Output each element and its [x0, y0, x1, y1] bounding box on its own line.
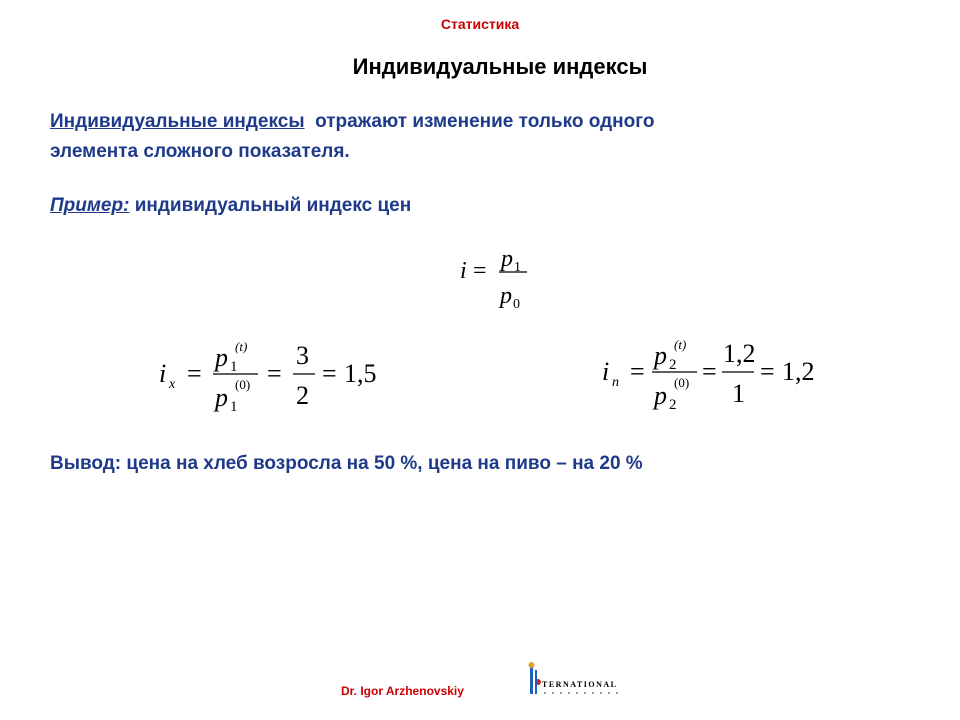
- author-name: Dr. Igor Arzhenovskiy: [341, 684, 464, 698]
- formula-bread-svg: [155, 330, 395, 420]
- formula-bread-eq1: =: [187, 359, 202, 388]
- definition-term: Индивидуальные индексы: [50, 111, 305, 132]
- example-lead: Пример:: [50, 195, 130, 216]
- formula-beer-den-sub: 2: [669, 397, 677, 413]
- formula-beer-frac2-den: 1: [732, 379, 745, 408]
- institute-logo-icon: [522, 660, 632, 700]
- formula-beer-num-sub: 2: [669, 357, 677, 373]
- formula-bread-result: 1,5: [344, 359, 377, 388]
- formula-bread-den: p: [215, 383, 228, 412]
- formula-bread-num: p: [215, 343, 228, 372]
- formula-bread-den-sup: (0): [235, 377, 251, 392]
- formula-bread-frac2-num: 3: [296, 341, 309, 370]
- definition-paragraph: [50, 107, 910, 167]
- institute-logo-text: TERNATIONAL: [542, 680, 618, 689]
- institute-logo: [522, 660, 632, 700]
- formula-beer-lhs-sub: n: [612, 375, 619, 390]
- course-header: Статистика: [440, 16, 520, 32]
- slide-title: Индивидуальные индексы: [352, 54, 648, 79]
- definition-text-line1: отражают изменение только одного: [315, 111, 655, 132]
- formula-bread-frac2-den: 2: [296, 381, 309, 410]
- formula-main-lhs: i: [460, 258, 467, 284]
- formula-main-eq: =: [473, 258, 487, 284]
- formula-beer-eq2: =: [702, 357, 717, 386]
- formula-main-den: p: [500, 283, 512, 309]
- formula-main-num-sub: 1: [514, 260, 521, 275]
- formula-bread-den-sub: 1: [230, 399, 238, 415]
- formula-bread-eq3: =: [322, 359, 337, 388]
- formula-main-num: p: [501, 246, 513, 272]
- formula-bread-eq2: =: [267, 359, 282, 388]
- formula-bread-lhs-sub: x: [169, 377, 176, 392]
- formula-beer-eq1: =: [630, 357, 645, 386]
- formula-beer-svg: [598, 328, 838, 418]
- example-text: индивидуальный индекс цен: [134, 195, 412, 216]
- formula-main-den-sub: 0: [513, 297, 520, 312]
- formula-beer-den-sup: (0): [674, 375, 690, 390]
- formula-beer-eq3: =: [760, 357, 775, 386]
- formula-beer-frac2-num: 1,2: [723, 339, 756, 368]
- formula-main-svg: [455, 240, 545, 315]
- formula-bread-lhs: i: [159, 359, 167, 388]
- formula-beer-result: 1,2: [782, 357, 815, 386]
- formula-beer-num-sup: (t): [674, 337, 687, 352]
- formula-beer-den: p: [654, 381, 667, 410]
- formula-beer-num: p: [654, 341, 667, 370]
- definition-text-line2: элемента сложного показателя.: [50, 141, 350, 162]
- formula-bread-num-sub: 1: [230, 359, 238, 375]
- formula-bread-num-sup: (t): [235, 339, 248, 354]
- conclusion-text: Вывод: цена на хлеб возросла на 50 %, цена на пиво – на 20 %: [50, 453, 643, 474]
- example-line: [50, 195, 411, 217]
- formula-beer-lhs: i: [602, 357, 610, 386]
